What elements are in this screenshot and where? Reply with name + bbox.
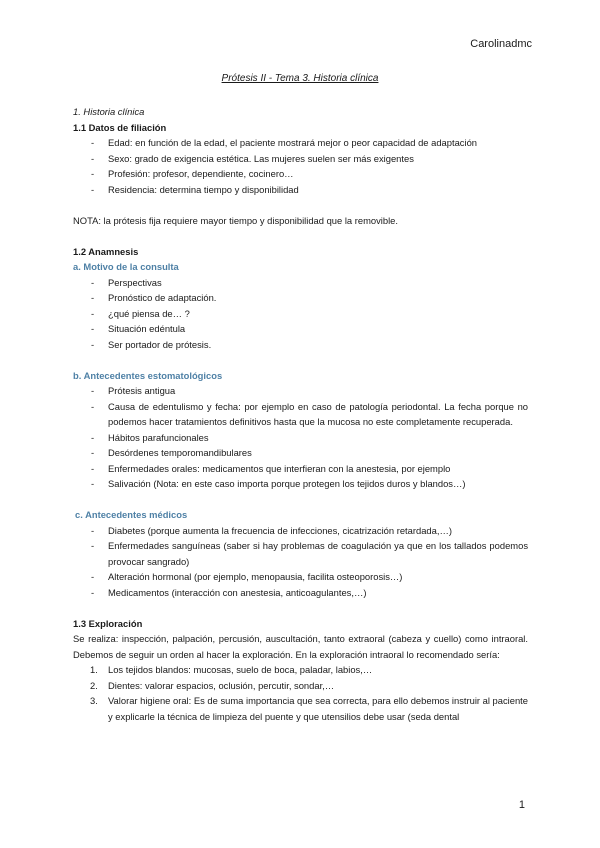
list-item: - Sexo: grado de exigencia estética. Las mujeres suelen ser más exigentes [73,151,528,167]
list-item: - Diabetes (porque aumenta la frecuencia de infecciones, cicatrización retardada,…) [73,523,528,539]
list-item [73,693,528,724]
list-item: - Causa de edentulismo y fecha: por ejemplo en caso de patología periodontal. La fecha porque no podemos hacer tratamientos definitivos hasta que la mucosa no este completamente recuperada. [73,399,528,430]
list-item: - Desórdenes temporomandibulares [73,445,528,461]
list-item: - Situación edéntula [73,321,528,337]
estomatologicos-list [73,383,528,492]
heading-antecedentes-estomatologicos: b. Antecedentes estomatológicos [73,369,223,381]
document-title: Prótesis II - Tema 3. Historia clínica [221,73,379,84]
exploracion-paragraph: Se realiza: inspección, palpación, percusión, auscultación, tanto extraoral (cabeza y cuello) como intraoral. Debemos de seguir un orden al hacer la exploración. En la exploración intraoral lo recomendado sería: [73,633,528,660]
list-number: 1. [90,664,98,675]
author-header: Carolinadmc [470,38,532,50]
filiacion-list [73,135,528,197]
list-text: Los tejidos blandos: mucosas, suelo de boca, paladar, labios,… [108,664,373,675]
motivo-list [73,275,528,353]
subsection-heading-anamnesis: 1.2 Anamnesis [73,245,139,257]
list-item: - Residencia: determina tiempo y disponibilidad [73,182,528,198]
list-item: - Perspectivas [73,275,528,291]
list-item [73,678,528,694]
list-item: - Hábitos parafuncionales [73,430,528,446]
list-item: - Ser portador de prótesis. [73,337,528,353]
list-number: 3. [90,695,98,706]
list-item: - Profesión: profesor, dependiente, cocinero… [73,166,528,182]
exploracion-list [73,662,528,724]
heading-motivo-consulta: a. Motivo de la consulta [73,261,179,272]
list-item [73,662,528,678]
list-item: - Medicamentos (interacción con anestesia, anticoagulantes,…) [73,585,528,601]
subsection-heading-filiacion: 1.1 Datos de filiación [73,121,167,133]
document-body [73,104,528,724]
medicos-list [73,523,528,601]
list-item: - Edad: en función de la edad, el paciente mostrará mejor o peor capacidad de adaptación [73,135,528,151]
list-item: - Prótesis antigua [73,383,528,399]
note-paragraph: NOTA: la prótesis fija requiere mayor tiempo y disponibilidad que la removible. [73,214,398,226]
list-number: 2. [90,679,98,691]
subsection-heading-exploracion: 1.3 Exploración [73,617,143,629]
list-text: Valorar higiene oral: Es de suma importancia que sea correcta, para ello debemos instruir al paciente y explicarle la técnica de limpieza del puente y que utensilios debe usar (seda dental [108,695,528,722]
page-number: 1 [518,799,525,811]
heading-antecedentes-medicos: c. Antecedentes médicos [75,509,188,520]
list-item: - Alteración hormonal (por ejemplo, menopausia, facilita osteoporosis…) [73,569,528,585]
section-heading: 1. Historia clínica [73,106,145,117]
list-text: Dientes: valorar espacios, oclusión, percutir, sondar,… [108,679,335,691]
list-item: - Pronóstico de adaptación. [73,290,528,306]
list-item: - Enfermedades sanguíneas (saber si hay problemas de coagulación ya que en los tallados podemos provocar sangrado) [73,538,528,569]
list-item: - Enfermedades orales: medicamentos que interfieran con la anestesia, por ejemplo [73,461,528,477]
list-item: - ¿qué piensa de… ? [73,306,528,322]
list-item: - Salivación (Nota: en este caso importa porque protegen los tejidos duros y blandos…) [73,476,528,492]
